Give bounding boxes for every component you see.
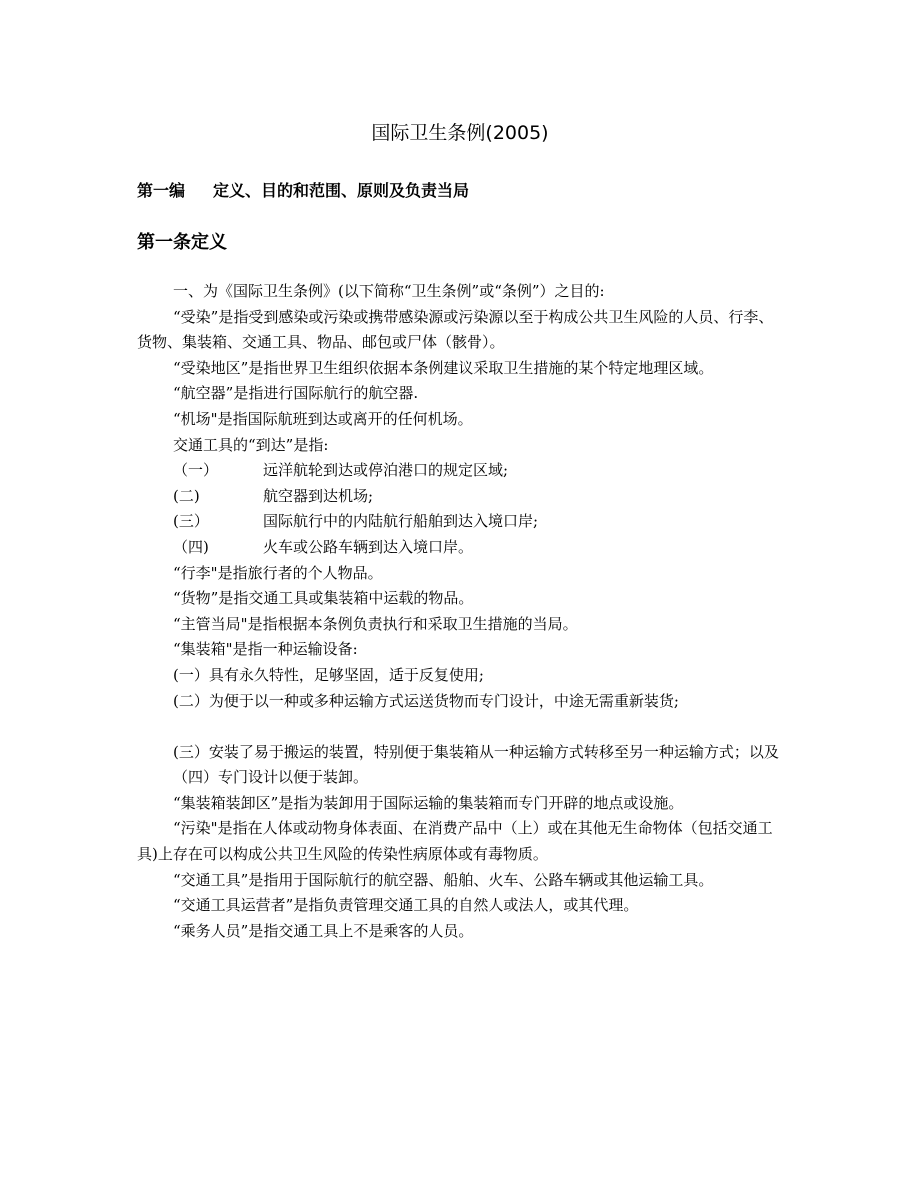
- paragraph: (二）为便于以一种或多种运输方式运送货物而专门设计，中途无需重新装货;: [173, 691, 679, 710]
- list-item-text: 火车或公路车辆到达入境口岸。: [263, 537, 474, 556]
- blank-line: [137, 714, 787, 740]
- list-item: [137, 535, 787, 561]
- list-item-label: （一）: [173, 461, 219, 480]
- paragraph: (三）安装了易于搬运的装置，特别便于集装箱从一种运输方式转移至另一种运输方式；以及: [173, 742, 779, 761]
- paragraph: 交通工具的“到达”是指:: [173, 435, 329, 454]
- paragraph: “机场"是指国际航班到达或离开的任何机场。: [173, 409, 473, 428]
- part-heading: [137, 178, 469, 201]
- part-number: 第一编: [137, 181, 186, 200]
- list-item-label: (三）: [173, 512, 209, 531]
- article-heading: 第一条定义: [137, 232, 227, 253]
- list-item: [137, 509, 787, 535]
- document-body: [137, 279, 787, 944]
- list-item-text: 航空器到达机场;: [263, 486, 374, 505]
- paragraph: “乘务人员”是指交通工具上不是乘客的人员。: [173, 921, 474, 940]
- paragraph: “货物”是指交通工具或集装箱中运载的物品。: [173, 589, 474, 608]
- list-item-label: (二): [173, 486, 200, 505]
- paragraph: “航空器”是指进行国际航行的航空器.: [173, 384, 419, 403]
- paragraph: “受染”是指受到感染或污染或携带感染源或污染源以至于构成公共卫生风险的人员、行李、货物、集装箱、交通工具、物品、邮包或尸体（骸骨）。: [137, 307, 774, 352]
- paragraph: “集装箱装卸区”是指为装卸用于国际运输的集装箱而专门开辟的地点或设施。: [173, 793, 684, 812]
- paragraph: “集装箱"是指一种运输设备:: [173, 640, 358, 659]
- paragraph: “污染"是指在人体或动物身体表面、在消费产品中（上）或在其他无生命物体（包括交通工具)上存在可以构成公共卫生风险的传染性病原体或有毒物质。: [137, 819, 773, 864]
- paragraph: (一）具有永久特性，足够坚固，适于反复使用;: [173, 665, 484, 684]
- list-item-text: 国际航行中的内陆航行船舶到达入境口岸;: [263, 512, 539, 531]
- paragraph: 一、为《国际卫生条例》(以下简称“卫生条例”或“条例”）之目的:: [173, 282, 605, 300]
- list-item: [137, 484, 787, 510]
- list-item-label: （四): [173, 537, 209, 556]
- paragraph: “主管当局"是指根据本条例负责执行和采取卫生措施的当局。: [173, 614, 578, 633]
- paragraph: “受染地区”是指世界卫生组织依据本条例建议采取卫生措施的某个特定地理区域。: [173, 358, 714, 377]
- paragraph: “交通工具”是指用于国际航行的航空器、船舶、火车、公路车辆或其他运输工具。: [173, 870, 714, 889]
- list-item: [137, 458, 787, 484]
- paragraph: （四）专门设计以便于装卸。: [173, 768, 369, 787]
- document-title: 国际卫生条例(2005): [371, 122, 549, 144]
- part-title: 定义、目的和范围、原则及负责当局: [213, 181, 470, 200]
- paragraph: “行李"是指旅行者的个人物品。: [173, 563, 383, 582]
- paragraph: “交通工具运营者”是指负责管理交通工具的自然人或法人，或其代理。: [173, 896, 639, 915]
- list-item-text: 远洋航轮到达或停泊港口的规定区域;: [263, 461, 509, 480]
